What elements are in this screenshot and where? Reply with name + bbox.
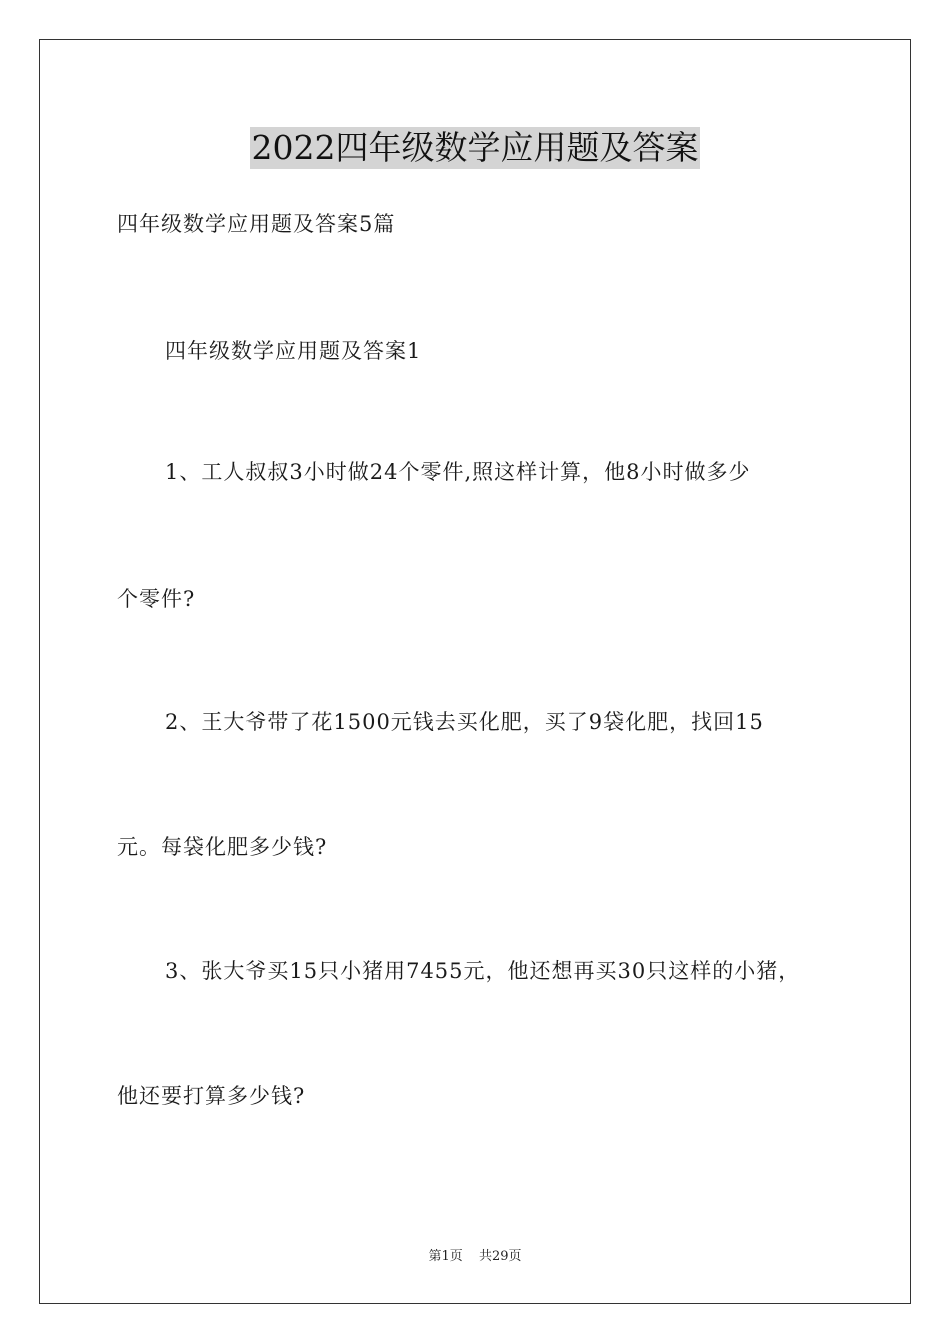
document-subtitle: 四年级数学应用题及答案5篇: [117, 212, 396, 236]
section-heading: 四年级数学应用题及答案1: [165, 339, 422, 363]
page-footer: [0, 1248, 950, 1266]
page-number-current: 第1页: [428, 1249, 463, 1264]
page-number-total: 共29页: [478, 1249, 522, 1264]
title-container: [0, 127, 950, 169]
question-1-line-2: 个零件?: [117, 587, 196, 611]
question-2-line-1: 2、王大爷带了花1500元钱去买化肥，买了9袋化肥，找回15: [165, 710, 764, 734]
document-title: 2022四年级数学应用题及答案: [251, 128, 699, 167]
question-1-line-1: 1、工人叔叔3小时做24个零件,照这样计算，他8小时做多少: [165, 460, 751, 484]
question-2-line-2: 元。每袋化肥多少钱?: [117, 835, 328, 859]
question-3-line-1: 3、张大爷买15只小猪用7455元，他还想再买30只这样的小猪，: [165, 959, 801, 983]
question-3-line-2: 他还要打算多少钱?: [117, 1084, 306, 1108]
